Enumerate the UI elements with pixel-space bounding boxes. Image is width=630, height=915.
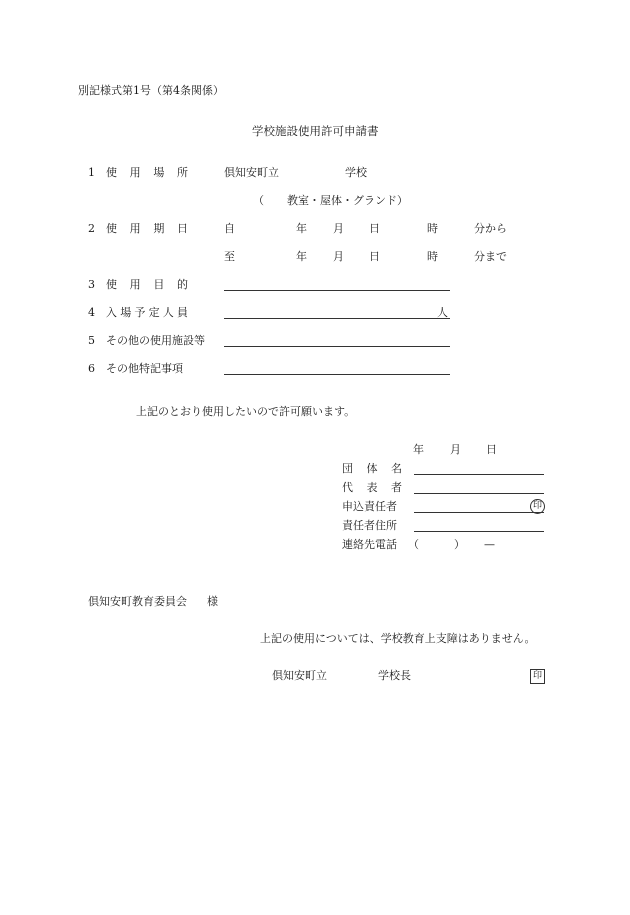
phone-close-paren: ）	[454, 538, 465, 551]
addressee-honorific: 様	[207, 595, 218, 608]
place-school: 学校	[345, 166, 367, 179]
date-from-month: 月	[333, 222, 344, 235]
item-special-notes-number: 6	[88, 362, 95, 375]
item-date-label: 使 用 期 日	[106, 222, 188, 235]
responsible-person-label: 申込責任者	[342, 500, 397, 513]
approval-town: 倶知安町立	[272, 669, 327, 682]
special-notes-field[interactable]	[224, 374, 450, 375]
date-to-label: 至	[224, 250, 235, 263]
date-from-label: 自	[224, 222, 235, 235]
address-label: 責任者住所	[342, 519, 397, 532]
item-attendees-number: 4	[88, 306, 95, 319]
representative-label: 代 表 者	[342, 481, 402, 494]
place-town: 倶知安町立	[224, 166, 279, 179]
date-to-year: 年	[296, 250, 307, 263]
date-to-day: 日	[369, 250, 380, 263]
applicant-date-day: 日	[486, 443, 497, 456]
representative-field[interactable]	[414, 493, 544, 494]
responsible-person-field[interactable]	[414, 512, 544, 513]
item-place-number: 1	[88, 166, 95, 179]
place-detail-open: （	[253, 194, 264, 207]
date-from-minute: 分から	[474, 222, 507, 235]
addressee-name: 倶知安町教育委員会	[88, 595, 187, 608]
contact-phone-label: 連絡先電話	[342, 538, 397, 551]
attendees-unit: 人	[437, 306, 448, 319]
date-to-month: 月	[333, 250, 344, 263]
item-other-facilities-label: その他の使用施設等	[106, 334, 205, 347]
item-date-number: 2	[88, 222, 95, 235]
purpose-field[interactable]	[224, 290, 450, 291]
item-purpose-number: 3	[88, 278, 95, 291]
date-to-minute: 分まで	[474, 250, 507, 263]
approval-principal: 学校長	[378, 669, 411, 682]
item-purpose-label: 使 用 目 的	[106, 278, 188, 291]
approval-text: 上記の使用については、学校教育上支障はありません。	[260, 632, 536, 645]
phone-dash: —	[484, 538, 495, 551]
group-name-label: 団 体 名	[342, 462, 402, 475]
date-from-year: 年	[296, 222, 307, 235]
place-detail: 教室・屋体・グランド）	[287, 194, 408, 207]
address-field[interactable]	[414, 531, 544, 532]
other-facilities-field[interactable]	[224, 346, 450, 347]
attendees-field[interactable]	[224, 318, 450, 319]
principal-seal-icon: 印	[530, 669, 545, 684]
item-place-label: 使 用 場 所	[106, 166, 188, 179]
applicant-date-year: 年	[413, 443, 424, 456]
date-from-day: 日	[369, 222, 380, 235]
date-to-hour: 時	[427, 250, 438, 263]
request-text: 上記のとおり使用したいので許可願います。	[136, 405, 356, 418]
phone-open-paren: （	[408, 538, 419, 551]
item-other-facilities-number: 5	[88, 334, 95, 347]
applicant-date-month: 月	[450, 443, 461, 456]
applicant-seal-icon: 印	[530, 499, 545, 514]
item-attendees-label: 入 場 予 定 人 員	[106, 306, 188, 319]
form-number: 別記様式第1号（第4条関係）	[78, 84, 224, 97]
form-title: 学校施設使用許可申請書	[252, 124, 379, 138]
date-from-hour: 時	[427, 222, 438, 235]
item-special-notes-label: その他特記事項	[106, 362, 183, 375]
group-name-field[interactable]	[414, 474, 544, 475]
